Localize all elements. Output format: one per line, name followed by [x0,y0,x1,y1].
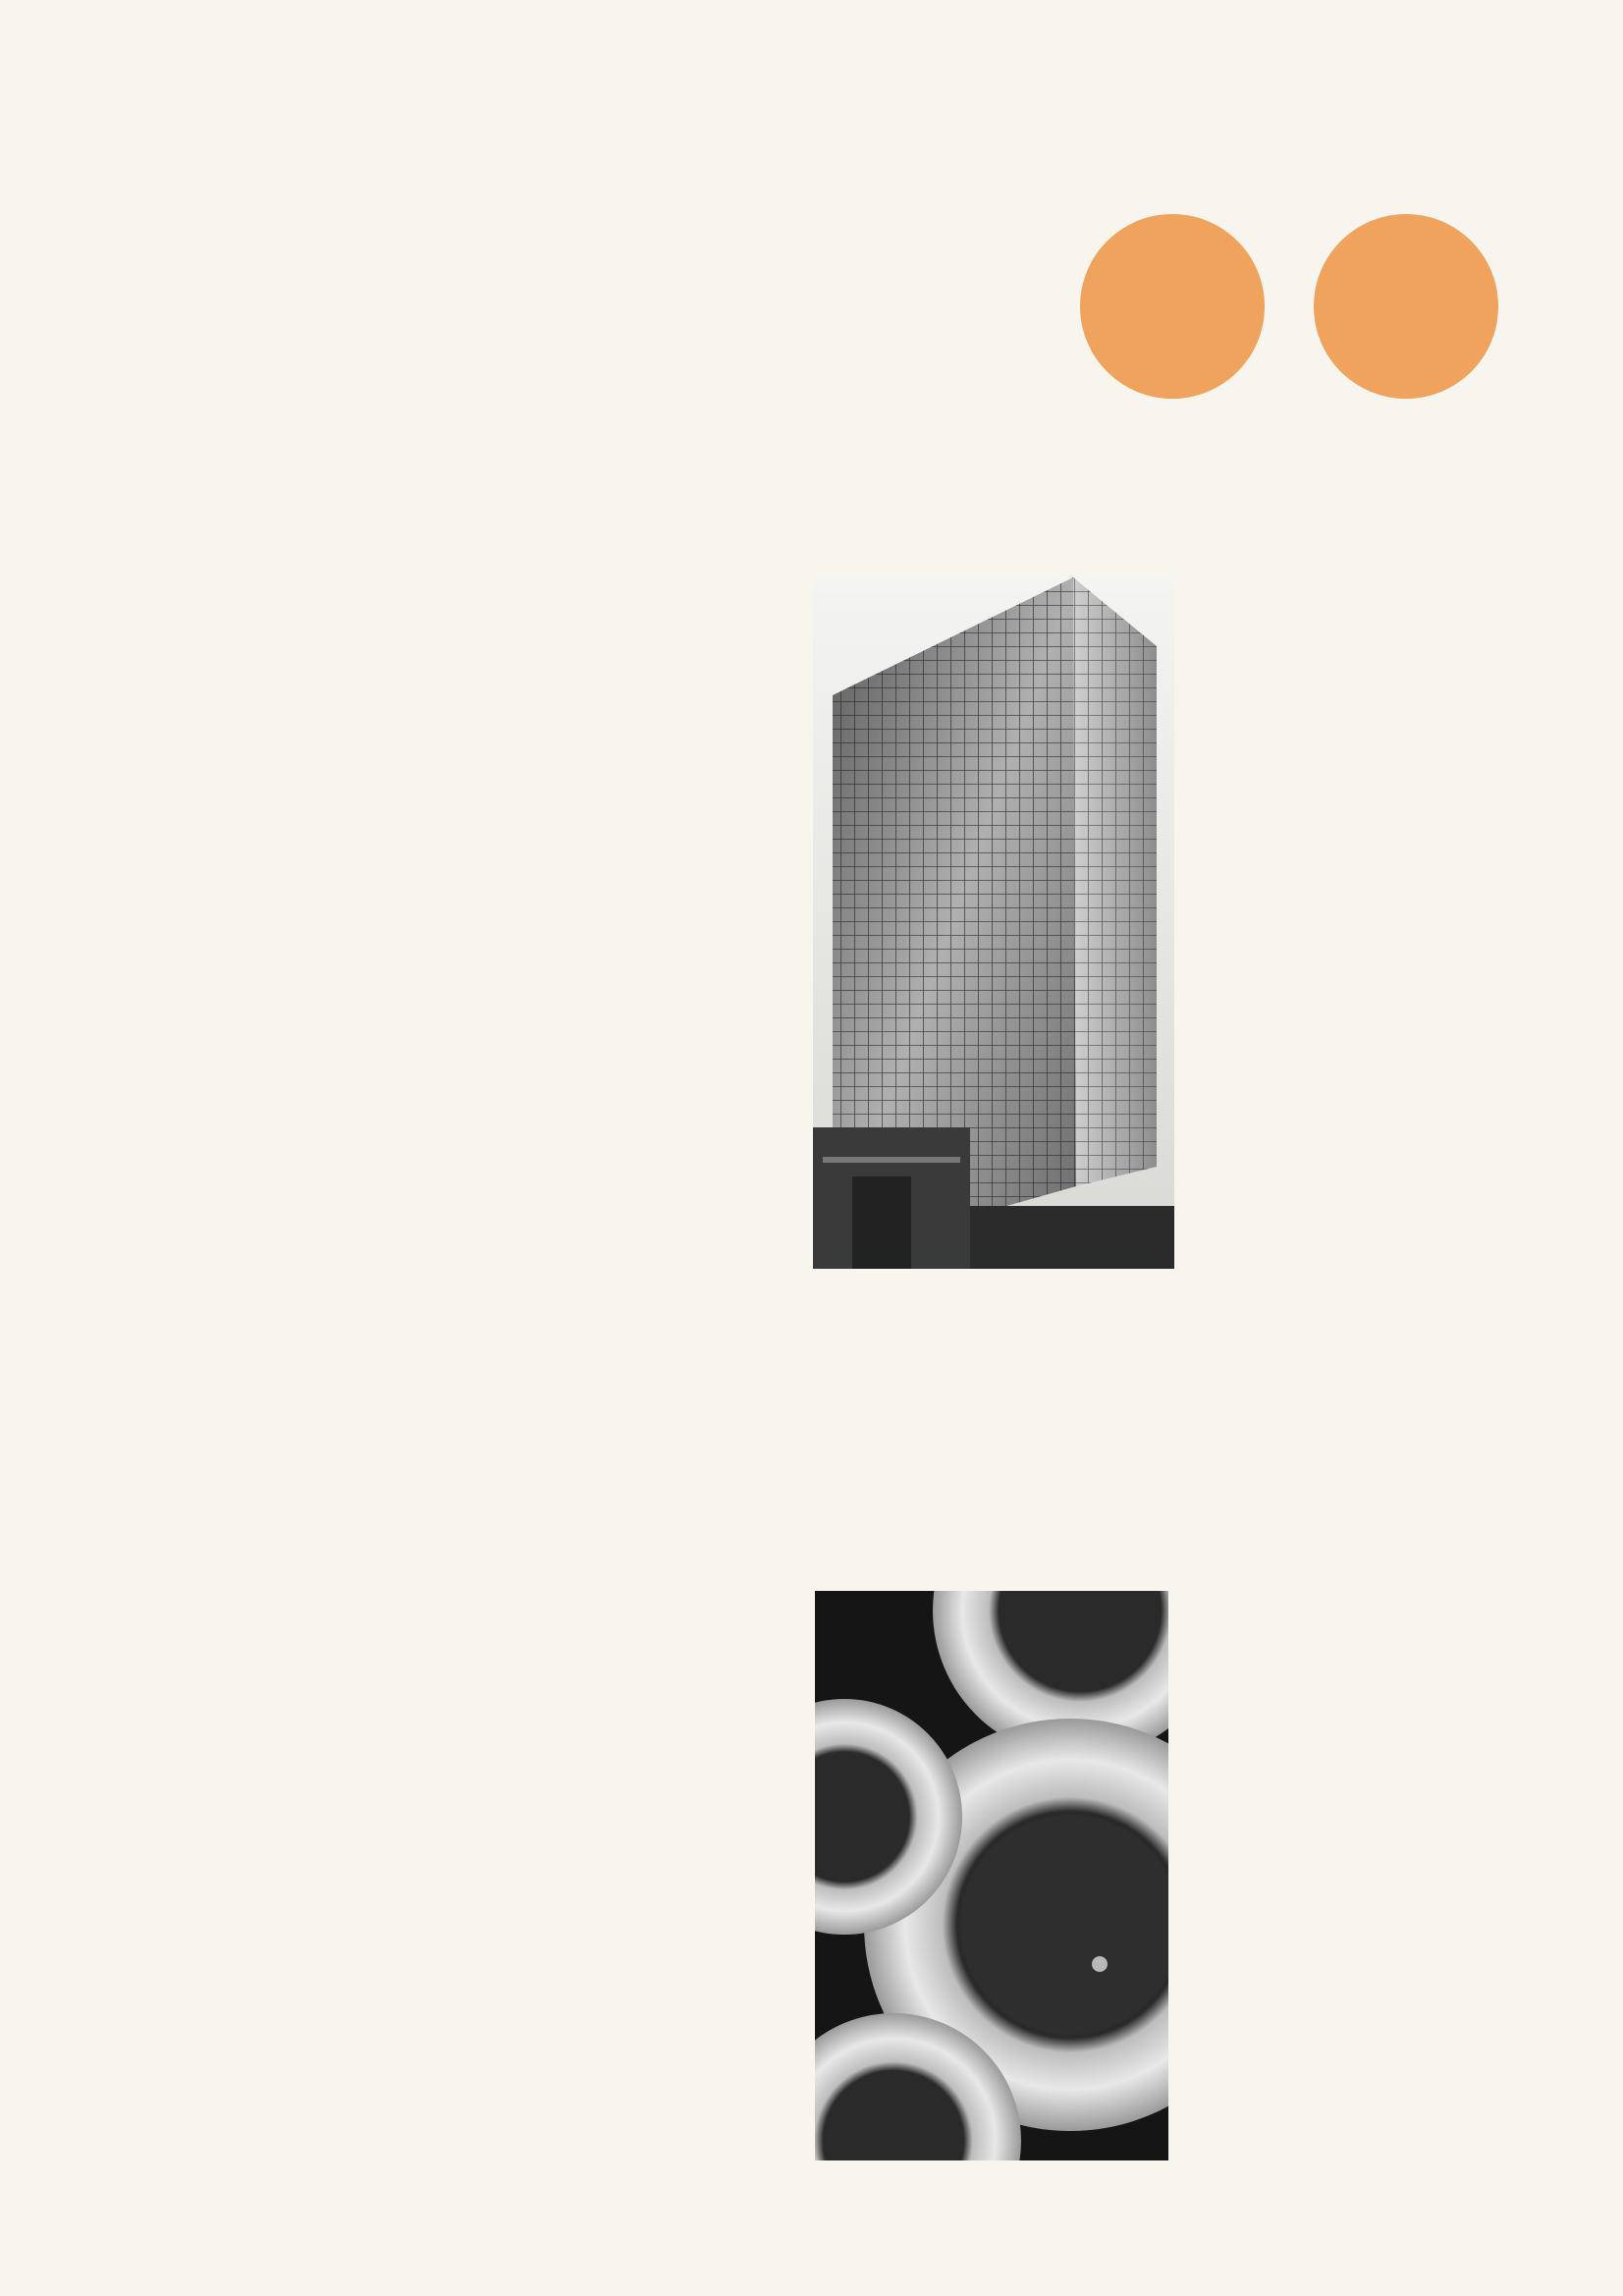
pipes-photo [815,1591,1168,2160]
bricks-article-col3 [477,1306,772,1328]
pipes-illustration [815,1591,1168,2160]
logo-today-circle [1314,214,1498,399]
building-photo [813,577,1174,1269]
ads-paragraph-2 [137,206,565,250]
ads-article-col2 [137,206,565,272]
building-article-col1 [1213,555,1507,576]
bricks-article-col1 [1213,1301,1507,1323]
bricks-article-col2 [830,1306,1134,1328]
plants-article [103,552,427,574]
ads-article-col1 [604,194,1036,216]
building-article-col2 [477,555,772,576]
building-illustration [813,577,1174,1269]
logo-tomorrow-circle [1080,214,1265,399]
